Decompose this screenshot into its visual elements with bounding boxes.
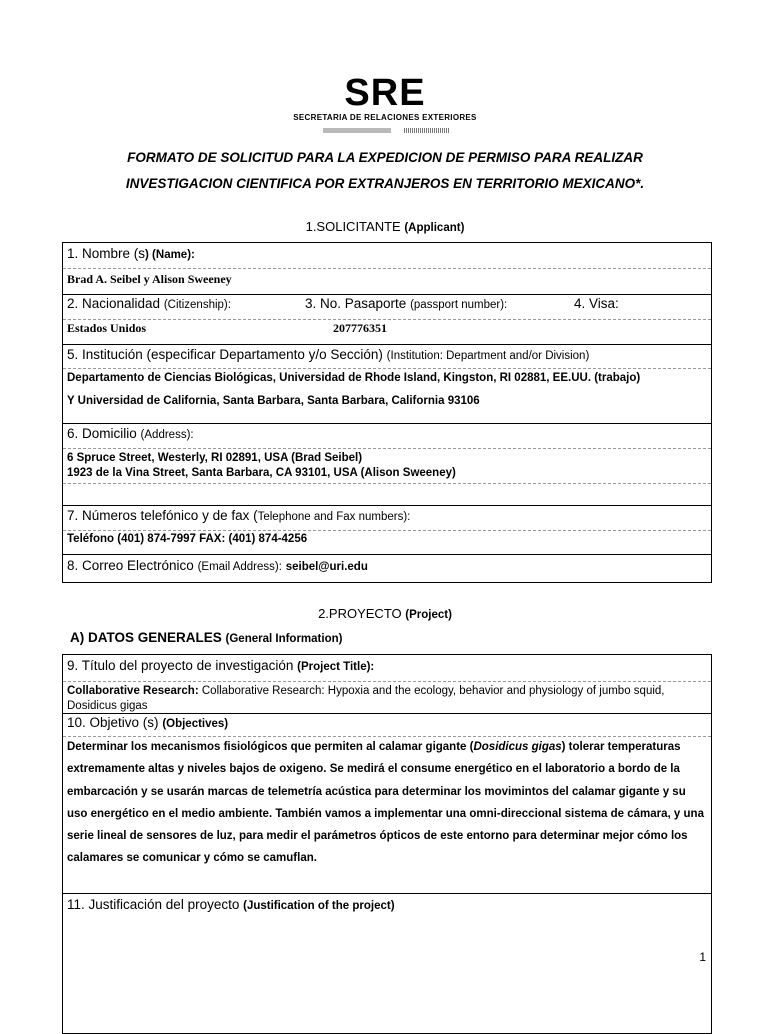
institution-label: 5. Institución (especificar Departamento y/o Sección) (Institution: Department and/or Division) [67, 347, 590, 362]
form-title-line1: FORMATO DE SOLICITUD PARA LA EXPEDICION DE PERMISO PARA REALIZAR [127, 150, 643, 165]
phone-value: Teléfono (401) 874-7997 FAX: (401) 874-4256 [67, 533, 308, 545]
phone-label: 7. Números telefónico y de fax (Telephone and Fax numbers): [67, 508, 411, 523]
name-value: Brad A. Seibel y Alison Sweeney [67, 272, 232, 286]
email-label: 8. Correo Electrónico (Email Address): seibel@uri.edu [67, 558, 368, 573]
name-label: 1. Nombre (s) (Name): [67, 246, 195, 261]
address-value-line2: 1923 de la Vina Street, Santa Barbara, CA 93101, USA (Alison Sweeney) [67, 467, 456, 479]
citizenship-value: Estados Unidos [67, 321, 147, 335]
project-title-value: Collaborative Research: Collaborative Research: Hypoxia and the ecology, behavior and physiology of jumbo squid, Dosidicus gigas [67, 685, 665, 712]
institution-value-line1: Departamento de Ciencias Biológicas, Universidad de Rhode Island, Kingston, RI 02881, EE.UU. (trabajo) [67, 372, 641, 384]
page-number: 1 [699, 950, 706, 964]
general-info-heading: A) DATOS GENERALES (General Information) [70, 630, 343, 645]
logo-decor-bar [404, 128, 449, 133]
visa-label: 4. Visa: [574, 296, 619, 311]
objectives-text: Determinar los mecanismos fisiológicos que permiten al calamar gigante (Dosidicus gigas) tolerar temperaturas extremamente altas y niveles bajos de oxigeno. Se medirá el consume energético en el laboratorio a bordo de la embarcación y se usarán marcas de telemetría acústica para determinar los movimintos del calamar gigante y su uso energético en el medio ambiente. También vamos a implementar una omni-direccional sistema de cámara, y una serie lineal de sensores de luz, para medir el parámetros ópticos de este entorno para determinar mejor cómo los calamares se comunicar y cómo se camuflan. [67, 741, 704, 865]
address-label: 6. Domicilio (Address): [67, 426, 194, 441]
section1-heading: 1.SOLICITANTE (Applicant) [305, 219, 465, 234]
citizenship-label: 2. Nacionalidad (Citizenship): [67, 296, 231, 311]
form-title-line2: INVESTIGACION CIENTIFICA POR EXTRANJEROS EN TERRITORIO MEXICANO*. [125, 176, 645, 191]
logo-decor-bar [323, 128, 391, 133]
institution-value-line2: Y Universidad de California, Santa Barbara, Santa Barbara, California 93106 [67, 395, 480, 407]
sre-logo: SRE [344, 72, 426, 114]
project-title-label: 9. Título del proyecto de investigación (Project Title): [67, 658, 375, 673]
address-value-line1: 6 Spruce Street, Westerly, RI 02891, USA (Brad Seibel) [67, 452, 363, 464]
passport-value: 207776351 [333, 321, 387, 335]
justification-label: 11. Justificación del proyecto (Justification of the project) [67, 897, 395, 912]
applicant-box [62, 242, 712, 583]
section2-heading: 2.PROYECTO (Project) [318, 606, 452, 621]
project-box [62, 654, 712, 1034]
objectives-label: 10. Objetivo (s) (Objectives) [67, 715, 229, 730]
email-value: seibel@uri.edu [285, 561, 368, 573]
logo-subtitle: SECRETARIA DE RELACIONES EXTERIORES [293, 113, 477, 122]
passport-label: 3. No. Pasaporte (passport number): [305, 296, 508, 311]
